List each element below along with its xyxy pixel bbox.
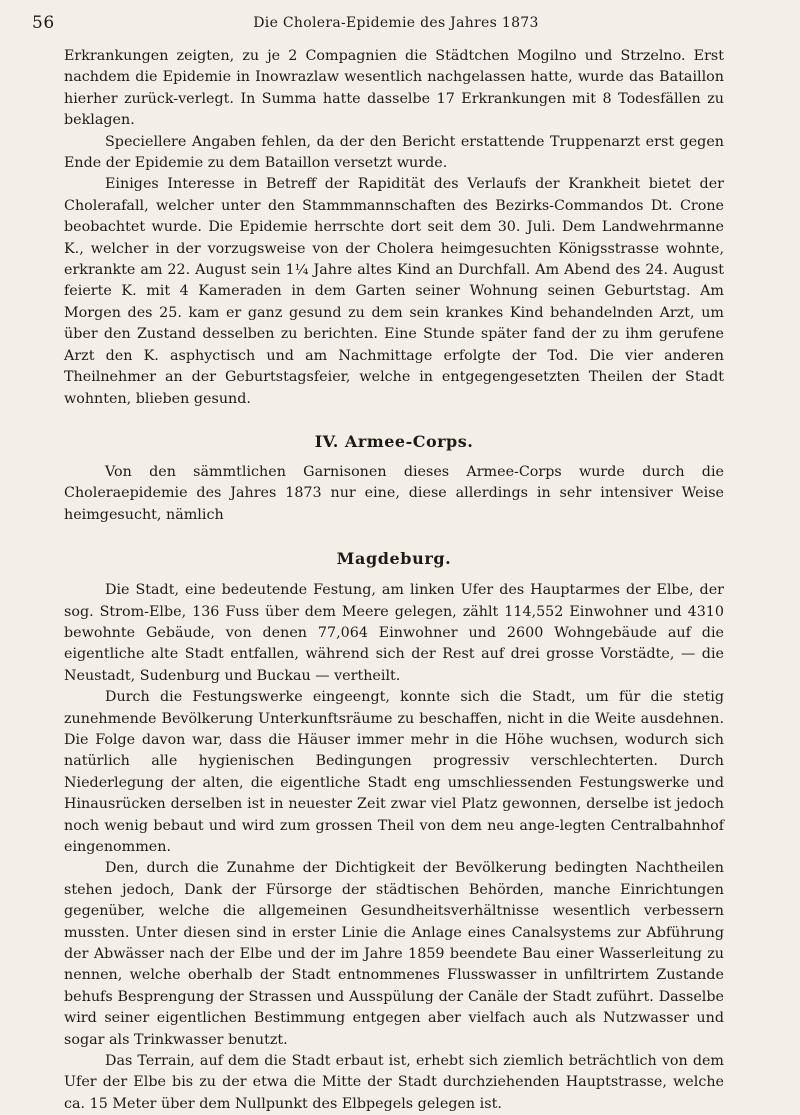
paragraph: Den, durch die Zunahme der Dichtigkeit der Bevölkerung bedingten Nachtheilen stehen jedoch, Dank der Fürsorge der städtischen Behörden, manche Einrichtungen gegenüber, welche die allgemeinen Gesundheitsverhältnisse wesentlich verbessern mussten. Unter diesen sind in erster Linie die Anlage eines Canalsystems zur Abführung der Abwässer nach der Elbe und der im Jahre 1859 beendete Bau einer Wasserleitung zu nennen, welche oberhalb der Stadt entnommenes Flusswasser in unfiltrirtem Zustande behufs Besprengung der Strassen und Ausspülung der Canäle der Stadt zuführt. Dasselbe wird seiner eigentlichen Bestimmung entgegen aber vielfach auch als Nutzwasser und sogar als Trinkwasser benutzt. xyxy=(64,860,724,1048)
paragraph: Durch die Festungswerke eingeengt, konnte sich die Stadt, um für die stetig zunehmende Bevölkerung Unterkunftsräume zu beschaffen, nicht in die Weite ausdehnen. Die Folge davon war, dass die Häuser immer mehr in die Höhe wuchsen, wodurch sich natürlich alle hygienischen Bedingungen progressiv verschlechterten. Durch Niederlegung der alten, die eigentliche Stadt eng umschliessenden Festungswerke und Hinausrücken derselben ist in neuester Zeit zwar viel Platz gewonnen, derselbe ist jedoch noch wenig bebaut und wird zum grossen Theil von dem neu ange-legten Centralbahnhof eingenommen. xyxy=(64,689,724,855)
paragraph: Einiges Interesse in Betreff der Rapidität des Verlaufs der Krankheit bietet der Cholerafall, welcher unter den Stammmannschaften des Bezirks-Commandos Dt. Crone beobachtet wurde. Die Epidemie herrschte dort seit dem 30. Juli. Dem Landwehrmanne K., welcher in der vorzugsweise von der Cholera heimgesuchten Königsstrasse wohnte, erkrankte am 22. August sein 1¼ Jahre altes Kind an Durchfall. Am Abend des 24. August feierte K. mit 4 Kameraden in dem Garten seiner Wohnung seinen Geburtstag. Am Morgen des 25. kam er ganz gesund zu dem sein krankes Kind behandelnden Arzt, um über den Zustand desselben zu berichten. Eine Stunde später fand der zu ihm gerufene Arzt den K. asphyctisch und am Nachmittage erfolgte der Tod. Die vier anderen Theilnehmer an der Geburtstagsfeier, welche in entgegengesetzten Theilen der Stadt wohnten, blieben gesund. xyxy=(64,176,724,407)
page-number: 56 xyxy=(32,13,55,33)
body-text xyxy=(64,46,724,1115)
paragraph: Speciellere Angaben fehlen, da der den Bericht erstattende Truppenarzt erst gegen Ende der Epidemie zu dem Bataillon versetzt wurde. xyxy=(64,133,724,172)
paragraph: Erkrankungen zeigten, zu je 2 Compagnien die Städtchen Mogilno und Strzelno. Erst nachdem die Epidemie in Inowrazlaw wesentlich nachgelassen hatte, wurde das Bataillon hierher zurück-verlegt. In Summa hatte dasselbe 17 Erkrankungen mit 8 Todesfällen zu beklagen. xyxy=(64,48,724,129)
section-intro: Von den sämmtlichen Garnisonen dieses Armee-Corps wurde durch die Choleraepidemie des Jahres 1873 nur eine, diese allerdings in sehr intensiver Weise heimgesucht, nämlich xyxy=(64,463,724,523)
subsection-heading: Magdeburg. xyxy=(336,549,452,569)
page-header xyxy=(32,13,760,39)
section-heading: IV. Armee-Corps. xyxy=(314,431,474,451)
running-title: Die Cholera-Epidemie des Jahres 1873 xyxy=(253,15,539,31)
paragraph: Das Terrain, auf dem die Stadt erbaut ist, erhebt sich ziemlich beträchtlich von dem Ufer der Elbe bis zu der etwa die Mitte der Stadt durchziehenden Hauptstrasse, welche ca. 15 Meter über dem Nullpunkt des Elbpegels gelegen ist. xyxy=(64,1053,724,1112)
paragraph: Die Stadt, eine bedeutende Festung, am linken Ufer des Hauptarmes der Elbe, der sog. Strom-Elbe, 136 Fuss über dem Meere gelegen, zählt 114,552 Einwohner und 4310 bewohnte Gebäude, von denen 77,064 Einwohner und 2600 Wohngebäude auf die eigentliche alte Stadt entfallen, während sich der Rest auf drei grosse Vorstädte, — die Neustadt, Sudenburg und Buckau — vertheilt. xyxy=(64,582,724,684)
